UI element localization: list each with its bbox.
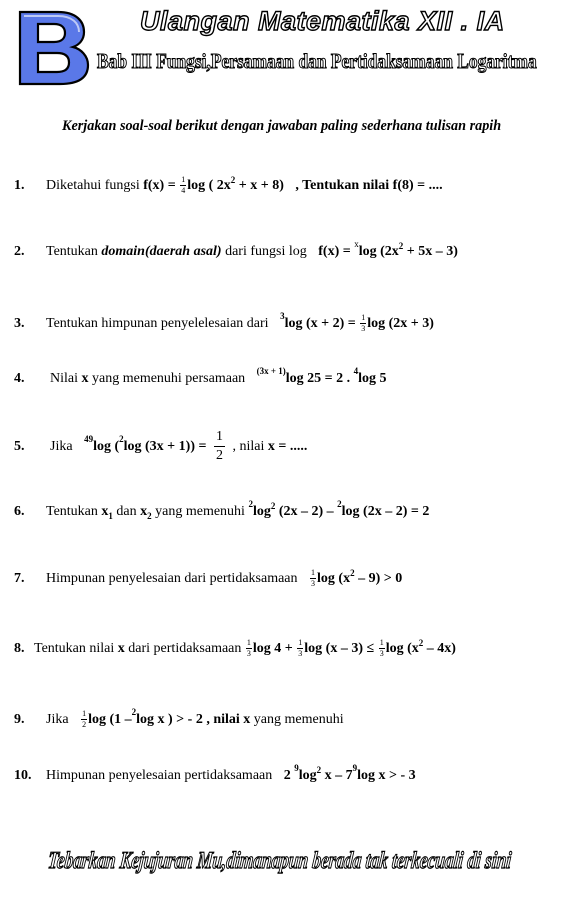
log-base-fraction: $\frac{1}{2}$ [82, 709, 87, 729]
header-title: Ulangan Matematika XII . IA [140, 6, 505, 36]
question-1: 1. Diketahui fungsi f(x) = $\frac{1}{4}$ log ( $2x^2 + x + 8$) , Tentukan nilai f(8) = .... [14, 175, 443, 195]
log-base-fraction: $\frac{1}{3}$ [361, 313, 366, 333]
question-2: 2. Tentukan domain(daerah asal) dari fungsi log f(x) = xlog $(2x^2 + 5x - 3)$ [14, 240, 569, 262]
question-7: 7. Himpunan penyelesaian dari pertidaksamaan $\frac{1}{3}$ $\log (x^2 - 9) > 0$ [14, 568, 403, 588]
footer-motto: Tebarkan Kejujuran Mu,dimanapun berada tak terkecuali di sini [46, 848, 513, 874]
header-letter-b-logo [14, 8, 92, 86]
question-number: 1. [14, 178, 25, 193]
question-number: 6. [14, 504, 25, 519]
question-3: 3. Tentukan himpunan penyelelesaian dari 3log (x + 2) = $\frac{1}{3}$ log (2x + 3) [14, 311, 434, 333]
log-base-fraction: $\frac{1}{4}$ [181, 175, 186, 195]
log-base-fraction: $\frac{1}{3}$ [246, 638, 251, 658]
question-number: 10. [14, 768, 32, 783]
question-number: 5. [14, 438, 25, 454]
question-5: 5. Jika 49log (2log (3x + 1)) = $\frac{1}{2}$ , nilai x = ..... [14, 429, 308, 463]
instruction-text: Kerjakan soal-soal berikut dengan jawaban paling sederhana tulisan rapih [62, 118, 502, 134]
question-number: 8. [14, 641, 25, 656]
question-number: 3. [14, 316, 25, 331]
question-number: 9. [14, 712, 25, 727]
log-base-fraction: $\frac{1}{3}$ [379, 638, 384, 658]
question-4: 4. Nilai x yang memenuhi persamaan (3x + 1)log 25 = 2 . 4log 5 [14, 367, 569, 389]
question-8: 8. Tentukan nilai x dari pertidaksamaan $\frac{1}{3}$ log 4 + $\frac{1}{3}$ log (x – 3) ≤ $\frac{1}{3}$ $\log (x^2 - 4x)$ [14, 638, 456, 658]
question-10: 10. Himpunan penyelesaian pertidaksamaan 2 $9\log^2$ x – 79log x > - 3 [14, 764, 569, 786]
question-number: 4. [14, 371, 25, 386]
question-number: 2. [14, 244, 25, 259]
log-base-fraction: $\frac{1}{3}$ [298, 638, 303, 658]
question-9: 9. Jika $\frac{1}{2}$ log (1 –2log x ) > - 2 , nilai x yang memenuhi [14, 707, 344, 729]
log-base-fraction: $\frac{1}{3}$ [311, 568, 316, 588]
header-subtitle: Bab III Fungsi,Persamaan dan Pertidaksamaan Logaritma [97, 49, 537, 73]
question-number: 7. [14, 571, 25, 586]
question-6: 6. Tentukan $x_1$ dan $x_2$ yang memenuhi $2\log^2$ (2x – 2) – 2log (2x – 2) = 2 [14, 499, 430, 521]
one-half-fraction: $\frac{1}{2}$ [215, 429, 223, 463]
